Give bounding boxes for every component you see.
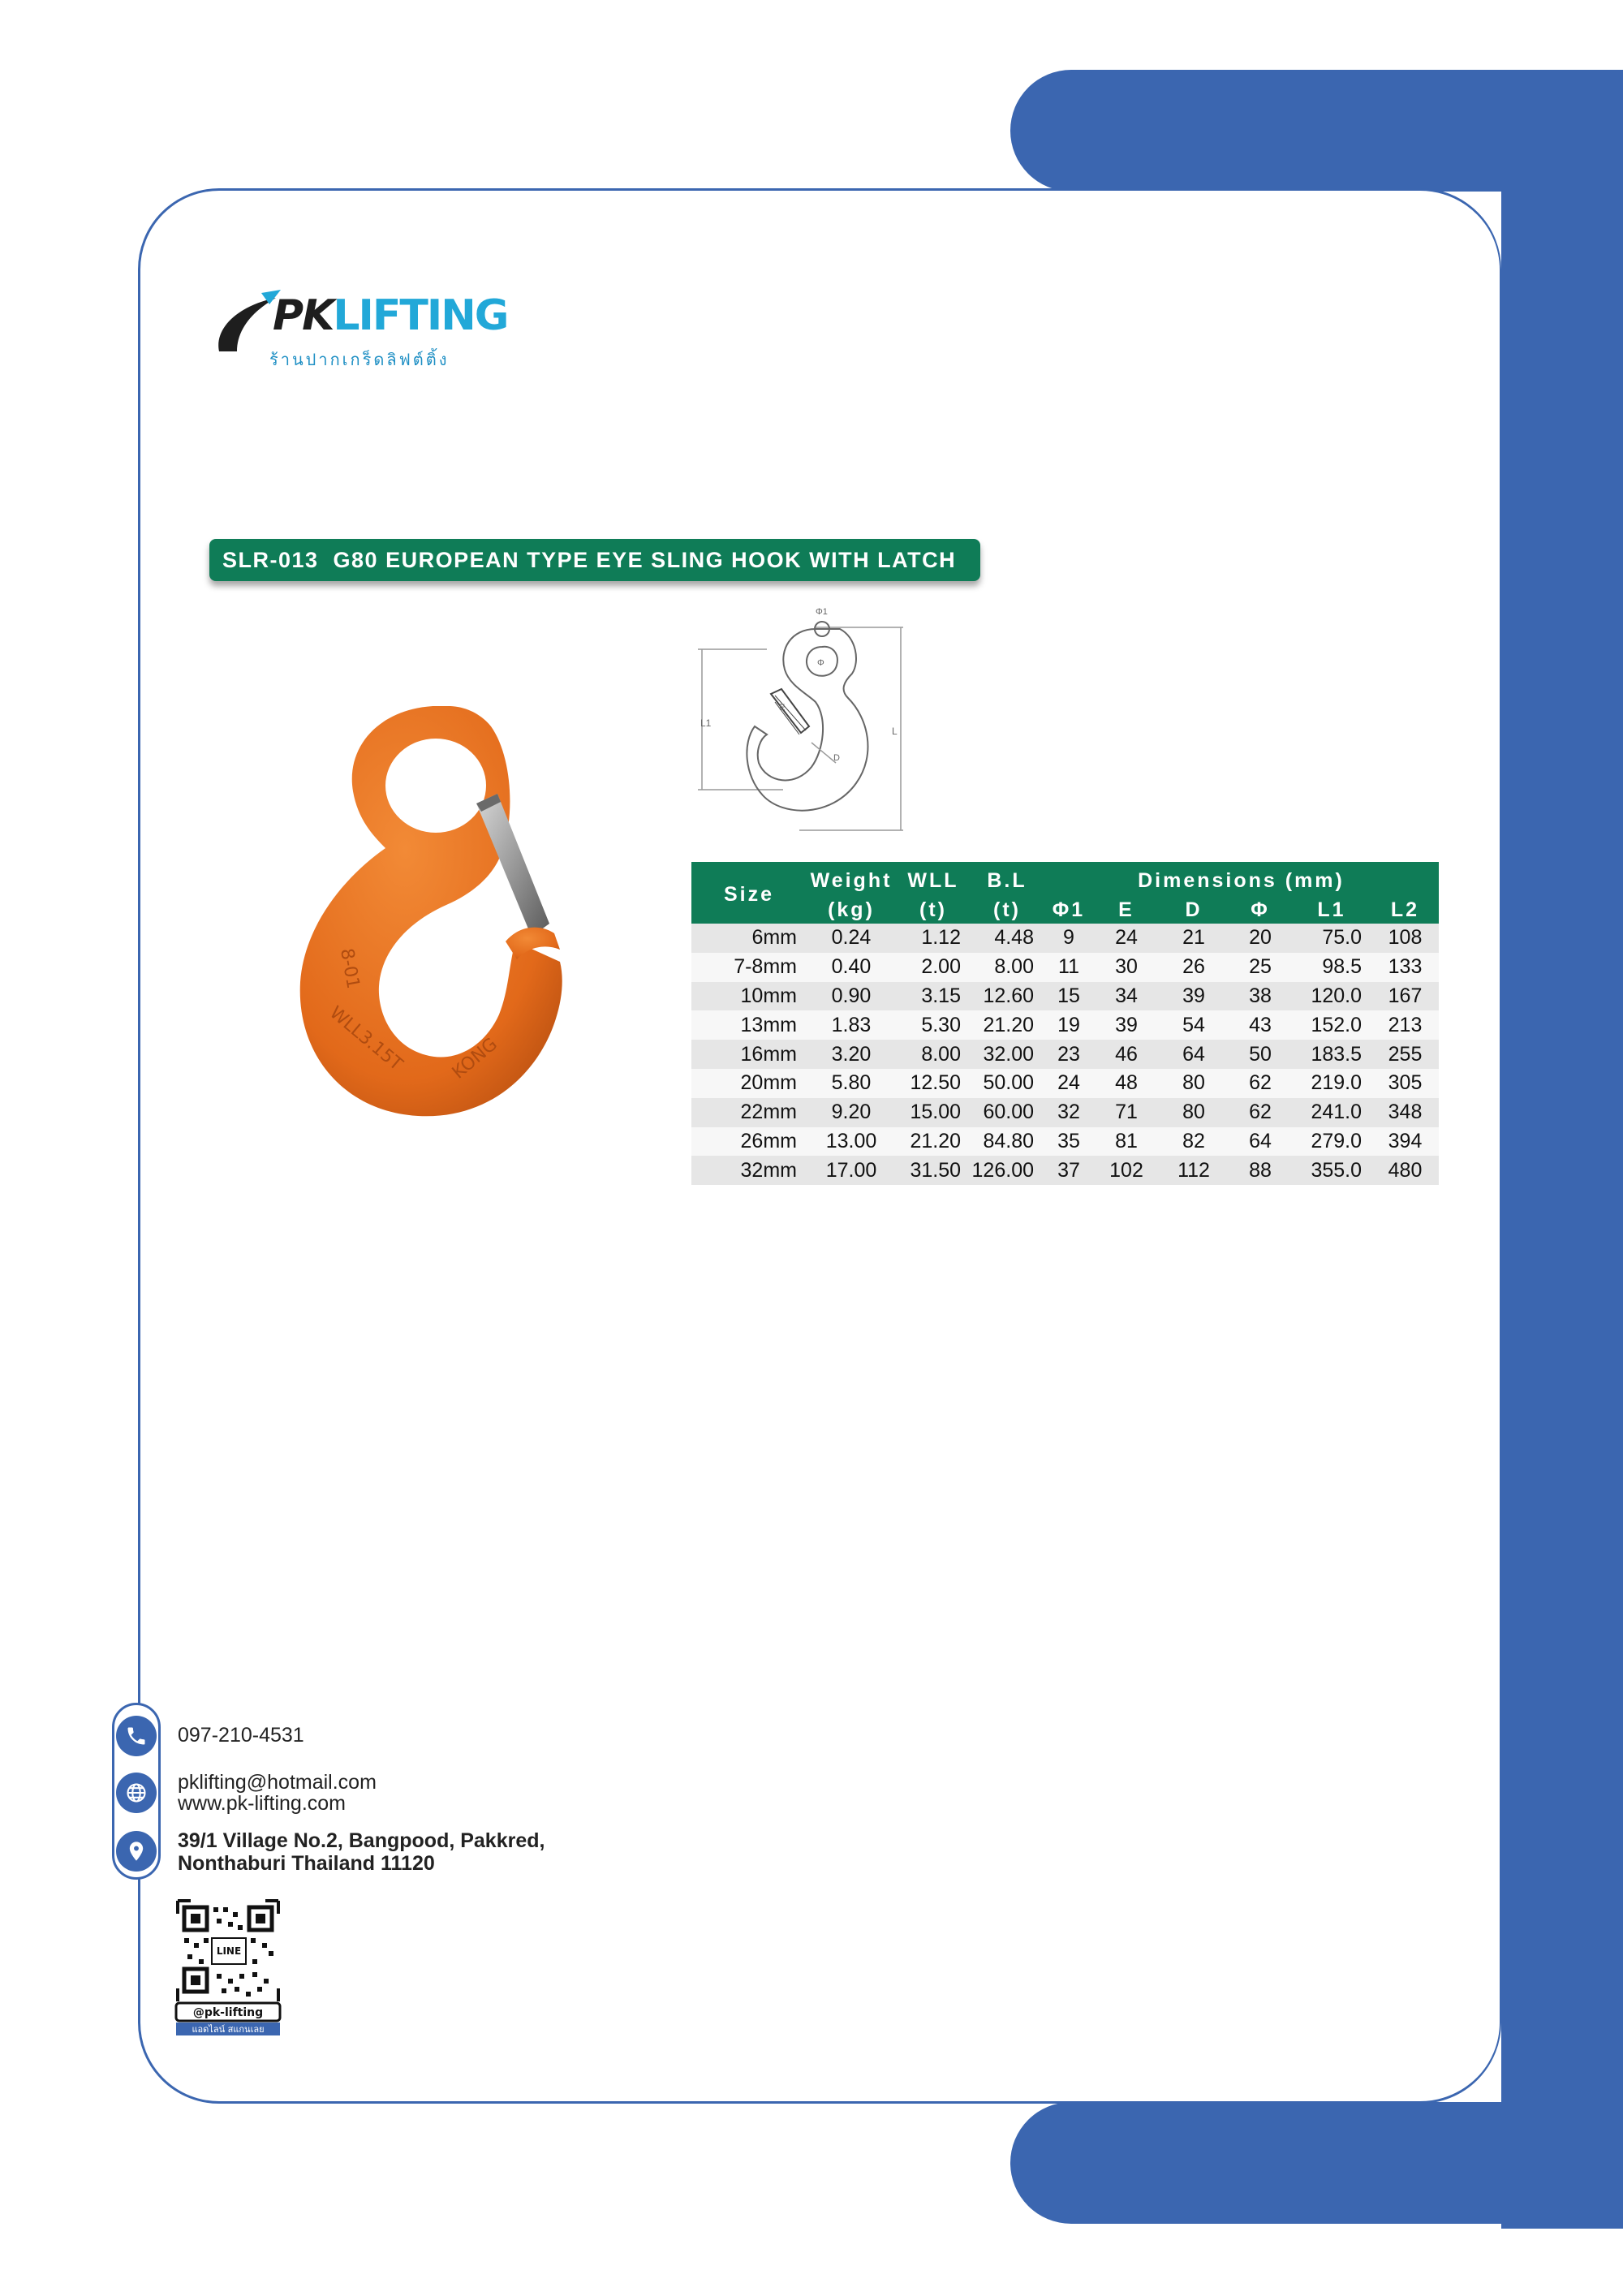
- qr-handle: @pk-lifting: [192, 2006, 264, 2019]
- cell-e: 81: [1094, 1127, 1159, 1157]
- cell-wll: 15.00: [896, 1098, 971, 1127]
- cell-phi1: 11: [1044, 953, 1094, 982]
- diagram-label-phi1: Φ1: [816, 607, 828, 617]
- cell-phi: 20: [1229, 924, 1292, 953]
- cell-l2: 305: [1371, 1069, 1439, 1098]
- header-size: Size: [691, 862, 807, 924]
- cell-l1: 219.0: [1292, 1069, 1371, 1098]
- table-row: [691, 1098, 1439, 1127]
- cell-bl: 4.48: [971, 924, 1044, 953]
- header-phi1: Φ1: [1044, 896, 1094, 924]
- globe-icon[interactable]: [116, 1773, 157, 1813]
- cell-wll: 2.00: [896, 953, 971, 982]
- cell-l1: 183.5: [1292, 1040, 1371, 1069]
- cell-wll: 31.50: [896, 1156, 971, 1185]
- cell-d: 80: [1159, 1098, 1229, 1127]
- cell-weight: 1.83: [807, 1010, 896, 1040]
- blue-top-tab: [1010, 70, 1623, 192]
- cell-l2: 348: [1371, 1098, 1439, 1127]
- cell-size: 13mm: [691, 1010, 807, 1040]
- cell-size: 16mm: [691, 1040, 807, 1069]
- table-row: [691, 1010, 1439, 1040]
- header-weight-unit: (kg): [807, 896, 896, 924]
- cell-d: 39: [1159, 982, 1229, 1011]
- cell-phi1: 32: [1044, 1098, 1094, 1127]
- blue-side-band: [1501, 70, 1623, 2229]
- logo-lifting-text: LIFTING: [333, 291, 508, 340]
- cell-phi: 50: [1229, 1040, 1292, 1069]
- logo-thai-text: ร้านปากเกร็ดลิฟต์ติ้ง: [269, 350, 450, 369]
- cell-e: 34: [1094, 982, 1159, 1011]
- cell-phi: 64: [1229, 1127, 1292, 1157]
- header-l1: L1: [1292, 896, 1371, 924]
- cell-bl: 126.00: [971, 1156, 1044, 1185]
- cell-phi1: 24: [1044, 1069, 1094, 1098]
- blue-bottom-tab: [1010, 2102, 1623, 2224]
- cell-size: 22mm: [691, 1098, 807, 1127]
- logo-pk-text: PK: [273, 291, 334, 340]
- cell-weight: 13.00: [807, 1127, 896, 1157]
- qr-caption: แอดไลน์ สแกนเลย: [192, 2024, 265, 2035]
- cell-d: 54: [1159, 1010, 1229, 1040]
- cell-l2: 480: [1371, 1156, 1439, 1185]
- cell-l1: 279.0: [1292, 1127, 1371, 1157]
- photo-marking-brand: KONG: [448, 1034, 502, 1083]
- cell-d: 112: [1159, 1156, 1229, 1185]
- cell-d: 26: [1159, 953, 1229, 982]
- cell-weight: 9.20: [807, 1098, 896, 1127]
- photo-marking-grade: 8-01: [336, 946, 364, 991]
- header-weight: Weight: [807, 862, 896, 896]
- contact-website[interactable]: www.pk-lifting.com: [178, 1792, 346, 1815]
- cell-l1: 75.0: [1292, 924, 1371, 953]
- location-icon[interactable]: [116, 1831, 157, 1872]
- contact-phone[interactable]: 097-210-4531: [178, 1724, 304, 1747]
- cell-phi: 88: [1229, 1156, 1292, 1185]
- cell-l2: 213: [1371, 1010, 1439, 1040]
- cell-l1: 98.5: [1292, 953, 1371, 982]
- cell-l2: 394: [1371, 1127, 1439, 1157]
- cell-size: 20mm: [691, 1069, 807, 1098]
- cell-bl: 60.00: [971, 1098, 1044, 1127]
- cell-l2: 108: [1371, 924, 1439, 953]
- cell-weight: 17.00: [807, 1156, 896, 1185]
- cell-phi1: 15: [1044, 982, 1094, 1011]
- table-row: [691, 982, 1439, 1011]
- cell-wll: 8.00: [896, 1040, 971, 1069]
- cell-phi1: 37: [1044, 1156, 1094, 1185]
- cell-weight: 3.20: [807, 1040, 896, 1069]
- header-dimensions: Dimensions (mm): [1044, 862, 1439, 896]
- cell-size: 32mm: [691, 1156, 807, 1185]
- cell-weight: 0.90: [807, 982, 896, 1011]
- cell-weight: 0.24: [807, 924, 896, 953]
- phone-icon[interactable]: [116, 1716, 157, 1756]
- table-row: [691, 1069, 1439, 1098]
- cell-e: 102: [1094, 1156, 1159, 1185]
- cell-e: 48: [1094, 1069, 1159, 1098]
- cell-l2: 133: [1371, 953, 1439, 982]
- diagram-label-l1: L1: [700, 717, 712, 729]
- cell-weight: 5.80: [807, 1069, 896, 1098]
- cell-size: 6mm: [691, 924, 807, 953]
- contact-address-line1: 39/1 Village No.2, Bangpood, Pakkred,: [178, 1829, 545, 1852]
- product-title: SLR-013 G80 EUROPEAN TYPE EYE SLING HOOK WITH LATCH: [222, 547, 957, 572]
- cell-e: 46: [1094, 1040, 1159, 1069]
- cell-e: 24: [1094, 924, 1159, 953]
- cell-phi: 62: [1229, 1069, 1292, 1098]
- contact-address-line2: Nonthaburi Thailand 11120: [178, 1852, 435, 1875]
- cell-weight: 0.40: [807, 953, 896, 982]
- cell-e: 39: [1094, 1010, 1159, 1040]
- cell-bl: 21.20: [971, 1010, 1044, 1040]
- contact-email[interactable]: pklifting@hotmail.com: [178, 1771, 377, 1794]
- cell-wll: 3.15: [896, 982, 971, 1011]
- table-row: [691, 1040, 1439, 1069]
- cell-phi: 43: [1229, 1010, 1292, 1040]
- cell-phi: 62: [1229, 1098, 1292, 1127]
- line-qr-code[interactable]: [174, 1898, 282, 2037]
- cell-size: 7-8mm: [691, 953, 807, 982]
- cell-wll: 1.12: [896, 924, 971, 953]
- pk-lifting-logo: [213, 288, 508, 377]
- cell-wll: 5.30: [896, 1010, 971, 1040]
- header-wll: WLL: [896, 862, 971, 896]
- cell-d: 64: [1159, 1040, 1229, 1069]
- cell-phi1: 35: [1044, 1127, 1094, 1157]
- header-l2: L2: [1371, 896, 1439, 924]
- hook-product-photo: [296, 706, 605, 1128]
- cell-d: 21: [1159, 924, 1229, 953]
- diagram-label-phi: Φ: [817, 658, 824, 668]
- header-phi: Φ: [1229, 896, 1292, 924]
- cell-size: 10mm: [691, 982, 807, 1011]
- cell-bl: 32.00: [971, 1040, 1044, 1069]
- cell-d: 82: [1159, 1127, 1229, 1157]
- header-wll-unit: (t): [896, 896, 971, 924]
- cell-l1: 152.0: [1292, 1010, 1371, 1040]
- spec-table: [691, 862, 1439, 1185]
- cell-l2: 167: [1371, 982, 1439, 1011]
- cell-l2: 255: [1371, 1040, 1439, 1069]
- header-bl-unit: (t): [971, 896, 1044, 924]
- diagram-label-d: D: [833, 753, 840, 763]
- hook-technical-diagram: [694, 605, 905, 840]
- cell-bl: 50.00: [971, 1069, 1044, 1098]
- cell-bl: 12.60: [971, 982, 1044, 1011]
- cell-l1: 120.0: [1292, 982, 1371, 1011]
- cell-phi1: 23: [1044, 1040, 1094, 1069]
- table-row: [691, 953, 1439, 982]
- table-row: [691, 1127, 1439, 1157]
- cell-l1: 241.0: [1292, 1098, 1371, 1127]
- cell-phi: 38: [1229, 982, 1292, 1011]
- header-e: E: [1094, 896, 1159, 924]
- photo-marking-wll: WLL3.15T: [325, 1002, 407, 1075]
- cell-wll: 21.20: [896, 1127, 971, 1157]
- cell-d: 80: [1159, 1069, 1229, 1098]
- cell-e: 71: [1094, 1098, 1159, 1127]
- qr-line-label: LINE: [216, 1945, 242, 1957]
- product-title-bar: [209, 539, 980, 581]
- cell-phi1: 9: [1044, 924, 1094, 953]
- cell-wll: 12.50: [896, 1069, 971, 1098]
- header-bl: B.L: [971, 862, 1044, 896]
- cell-size: 26mm: [691, 1127, 807, 1157]
- diagram-label-e: E: [779, 703, 786, 713]
- cell-bl: 8.00: [971, 953, 1044, 982]
- cell-bl: 84.80: [971, 1127, 1044, 1157]
- cell-phi1: 19: [1044, 1010, 1094, 1040]
- diagram-label-l: L: [892, 726, 898, 737]
- table-row: [691, 924, 1439, 953]
- cell-phi: 25: [1229, 953, 1292, 982]
- cell-e: 30: [1094, 953, 1159, 982]
- table-row: [691, 1156, 1439, 1185]
- header-d: D: [1159, 896, 1229, 924]
- cell-l1: 355.0: [1292, 1156, 1371, 1185]
